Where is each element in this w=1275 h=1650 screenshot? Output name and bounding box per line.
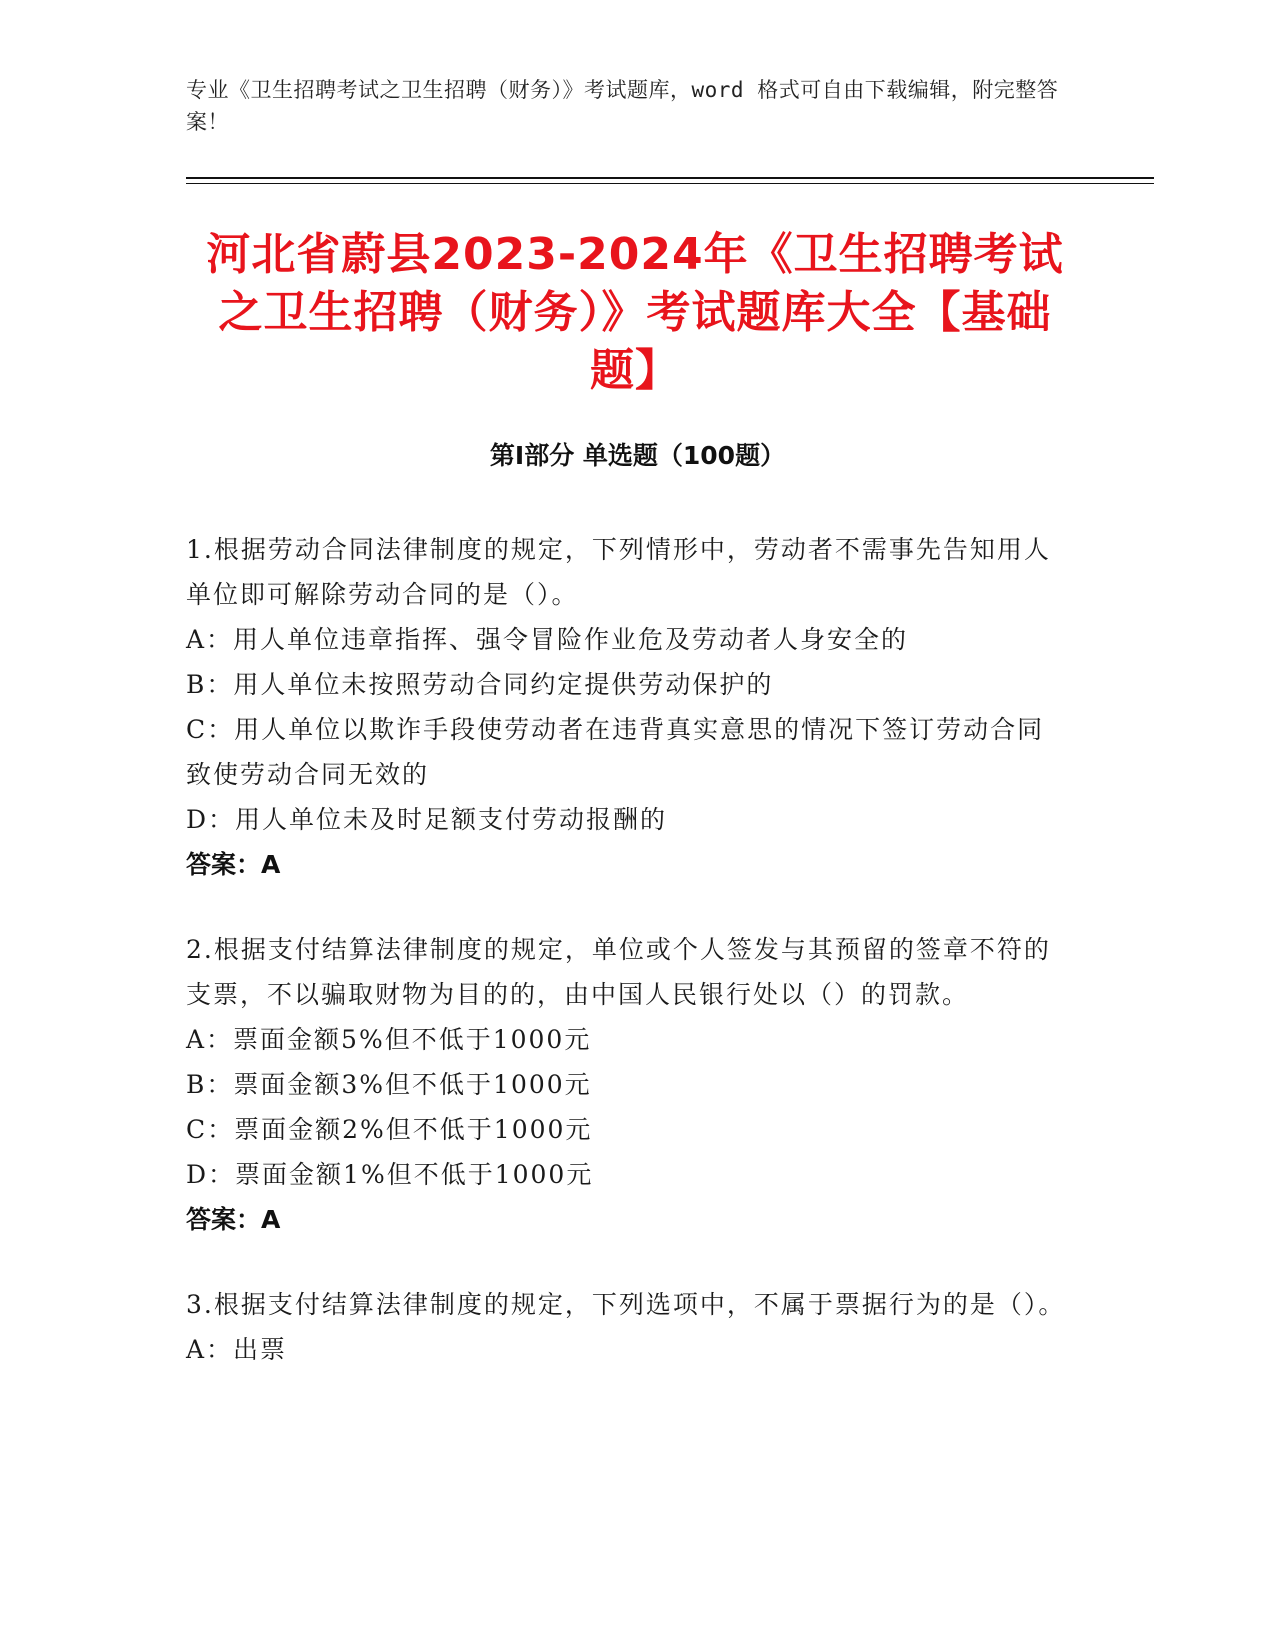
option-c: C：用人单位以欺诈手段使劳动者在违背真实意思的情况下签订劳动合同致使劳动合同无效的 (186, 715, 1045, 789)
option-d: D：票面金额1%但不低于1000元 (186, 1160, 594, 1189)
header-note: 专业《卫生招聘考试之卫生招聘（财务）》考试题库，word 格式可自由下载编辑，附完整答案！ (186, 78, 1059, 134)
option-d: D：用人单位未及时足额支付劳动报酬的 (186, 805, 668, 834)
header-divider-thick (186, 177, 1154, 179)
question-1 (186, 527, 1066, 887)
question-list (186, 527, 1066, 1412)
section-heading: 第Ⅰ部分 单选题（100题） (489, 441, 786, 470)
option-b: B：用人单位未按照劳动合同约定提供劳动保护的 (186, 670, 774, 699)
answer: 答案：A (186, 1205, 281, 1234)
option-c: C：票面金额2%但不低于1000元 (186, 1115, 593, 1144)
option-a: A：票面金额5%但不低于1000元 (186, 1025, 592, 1054)
question-2 (186, 927, 1066, 1242)
option-b: B：票面金额3%但不低于1000元 (186, 1070, 592, 1099)
option-a: A：用人单位违章指挥、强令冒险作业危及劳动者人身安全的 (186, 625, 909, 654)
answer: 答案：A (186, 850, 281, 879)
option-a: A：出票 (186, 1335, 288, 1364)
header-divider-thin (186, 183, 1154, 184)
question-stem: 2.根据支付结算法律制度的规定，单位或个人签发与其预留的签章不符的支票，不以骗取财物为目的的，由中国人民银行处以（）的罚款。 (186, 935, 1051, 1009)
question-stem: 3.根据支付结算法律制度的规定，下列选项中，不属于票据行为的是（）。 (186, 1290, 1066, 1319)
document-title: 河北省蔚县2023-2024年《卫生招聘考试之卫生招聘（财务）》考试题库大全【基础题】 (206, 229, 1064, 396)
question-stem: 1.根据劳动合同法律制度的规定，下列情形中，劳动者不需事先告知用人单位即可解除劳动合同的是（）。 (186, 535, 1051, 609)
question-3 (186, 1282, 1066, 1372)
